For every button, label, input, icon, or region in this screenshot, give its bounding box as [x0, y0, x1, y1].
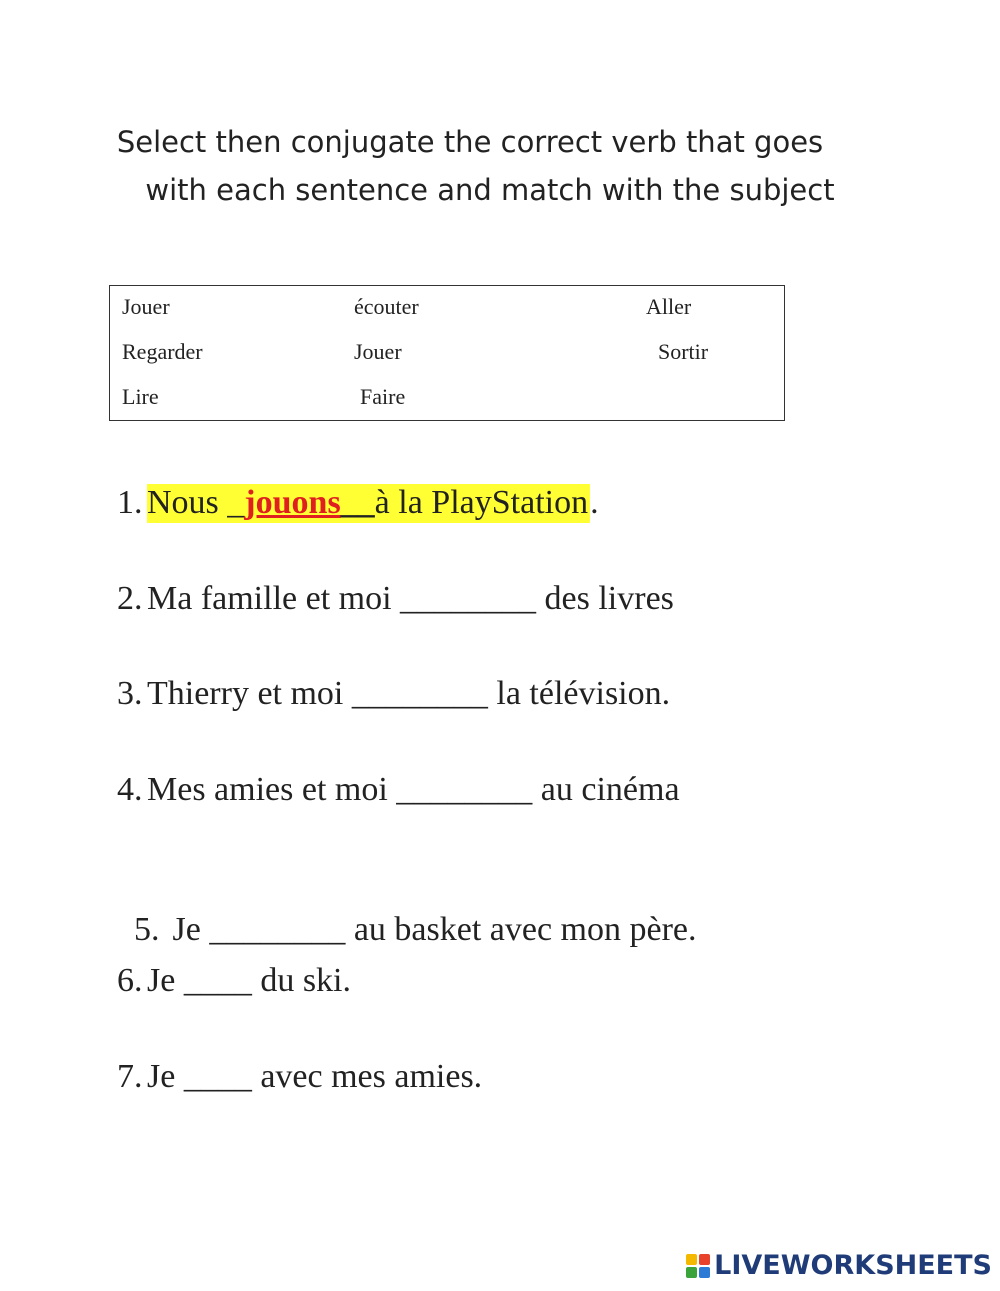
question-number: 2. [117, 580, 143, 617]
question-4[interactable] [117, 768, 680, 812]
question-1-text-before: Nous _ [147, 484, 245, 521]
question-number: 5. [134, 911, 160, 948]
question-6[interactable] [117, 959, 351, 1003]
question-text[interactable]: Mes amies et moi ________ au cinéma [147, 771, 680, 808]
verb-word: Faire [360, 384, 406, 409]
question-1-highlight [147, 484, 590, 523]
question-number: 7. [117, 1058, 143, 1095]
instructions-line-2: with each sentence and match with the subject [145, 173, 835, 207]
logo-tiles-icon [686, 1254, 710, 1278]
verb-word-box [109, 285, 785, 421]
question-text[interactable]: Ma famille et moi ________ des livres [147, 580, 674, 617]
instructions [60, 118, 920, 214]
logo-text: LIVEWORKSHEETS [714, 1250, 992, 1281]
question-2[interactable] [117, 577, 674, 621]
question-7[interactable] [117, 1055, 482, 1099]
verb-word: Lire [122, 384, 159, 409]
question-1 [117, 481, 599, 525]
question-number: 1. [117, 484, 143, 521]
question-number: 4. [117, 771, 143, 808]
question-text[interactable]: Je ____ du ski. [147, 962, 351, 999]
question-text[interactable]: Je ________ au basket avec mon père. [164, 911, 697, 948]
question-1-text-after: à la PlayStation [374, 484, 589, 521]
question-number: 3. [117, 675, 143, 712]
verb-word: écouter [354, 294, 419, 319]
question-5[interactable] [117, 864, 697, 952]
verb-word: Sortir [658, 339, 709, 364]
question-1-blank-tail: __ [340, 484, 375, 521]
verb-word: Aller [646, 294, 692, 319]
liveworksheets-logo [686, 1250, 992, 1281]
question-number: 6. [117, 962, 143, 999]
answer-input[interactable]: jouons [244, 484, 341, 521]
question-text[interactable]: Je ____ avec mes amies. [147, 1058, 483, 1095]
verb-word: Regarder [122, 339, 203, 364]
verb-word: Jouer [354, 339, 402, 364]
question-text[interactable]: Thierry et moi ________ la télévision. [147, 675, 671, 712]
question-3[interactable] [117, 672, 670, 716]
instructions-line-1: Select then conjugate the correct verb that goes [116, 125, 824, 159]
question-1-end: . [590, 484, 599, 521]
verb-word: Jouer [122, 294, 170, 319]
